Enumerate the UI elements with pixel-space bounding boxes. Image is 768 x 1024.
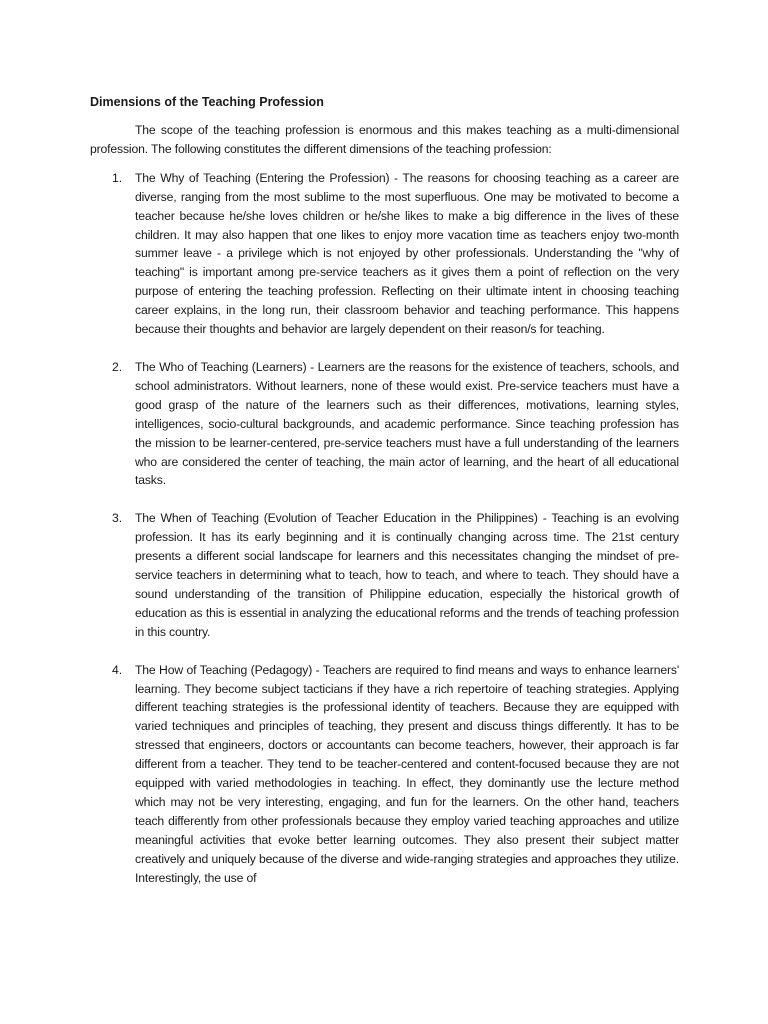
list-item-text: The When of Teaching (Evolution of Teacher Education in the Philippines) - Teaching is an evolving profession. It has its early beginning and it is continually changing across time. The 21st century presents a different social landscape for learners and this necessitates changing the mindset of pre-service teachers in determining what to teach, how to teach, and where to teach. They should have a sound understanding of the transition of Philippine education, especially the historical growth of education as this is essential in analyzing the educational reforms and the trends of teaching profession in this country.	[135, 511, 679, 639]
list-item-number: 1.	[112, 170, 123, 185]
list-item	[90, 358, 679, 490]
list-item-number: 2.	[112, 359, 123, 374]
dimensions-list	[90, 169, 679, 888]
list-item-number: 3.	[112, 511, 123, 526]
list-item-text: The Who of Teaching (Learners) - Learners are the reasons for the existence of teachers, schools, and school administrators. Without learners, none of these would exist. Pre-service teachers must have a good grasp of the nature of the learners such as their differences, motivations, learning styles, intelligences, socio-cultural backgrounds, and academic performance. Since teaching profession has the mission to be learner-centered, pre-service teachers must have a full understanding of the learners who are considered the center of teaching, the main actor of learning, and the heart of all educational tasks.	[135, 359, 679, 488]
document-content	[90, 93, 679, 907]
intro-paragraph: The scope of the teaching profession is enormous and this makes teaching as a multi-dimensional profession. The following constitutes the different dimensions of the teaching profession:	[90, 123, 679, 156]
list-item-number: 4.	[112, 662, 123, 677]
list-item	[90, 661, 679, 888]
list-item-text: The Why of Teaching (Entering the Profession) - The reasons for choosing teaching as a career are diverse, ranging from the most sublime to the most superfluous. One may be motivated to become a teacher because he/she loves children or he/she likes to make a big difference in the lives of these children. It may also happen that one likes to enjoy more vacation time as teachers enjoy two-month summer leave - a privilege which is not enjoyed by other professionals. Understanding the "why of teaching" is important among pre-service teachers as it gives them a point of reflection on the very purpose of entering the teaching profession. Reflecting on their ultimate intent in choosing teaching career explains, in the long run, their classroom behavior and teaching performance. This happens because their thoughts and behavior are largely dependent on their reason/s for teaching.	[135, 170, 679, 337]
document-title: Dimensions of the Teaching Profession	[90, 95, 324, 109]
list-item	[90, 169, 679, 339]
list-item-text: The How of Teaching (Pedagogy) - Teachers are required to find means and ways to enhance learners' learning. They become subject tacticians if they have a rich repertoire of teaching strategies. Applying different teaching strategies is the professional identity of teachers. Because they are equipped with varied techniques and principles of teaching, they present and discuss things differently. It has to be stressed that engineers, doctors or accountants can become teachers, however, their approach is far different from a teacher. They tend to be teacher-centered and content-focused because they are not equipped with varied methodologies in teaching. In effect, they dominantly use the lecture method which may not be very interesting, engaging, and fun for the learners. On the other hand, teachers teach differently from other professionals because they employ varied teaching approaches and utilize meaningful activities that evoke better learning outcomes. They also present their subject matter creatively and uniquely because of the diverse and wide-ranging strategies and approaches they utilize. Interestingly, the use of	[135, 662, 679, 885]
list-item	[90, 509, 679, 641]
